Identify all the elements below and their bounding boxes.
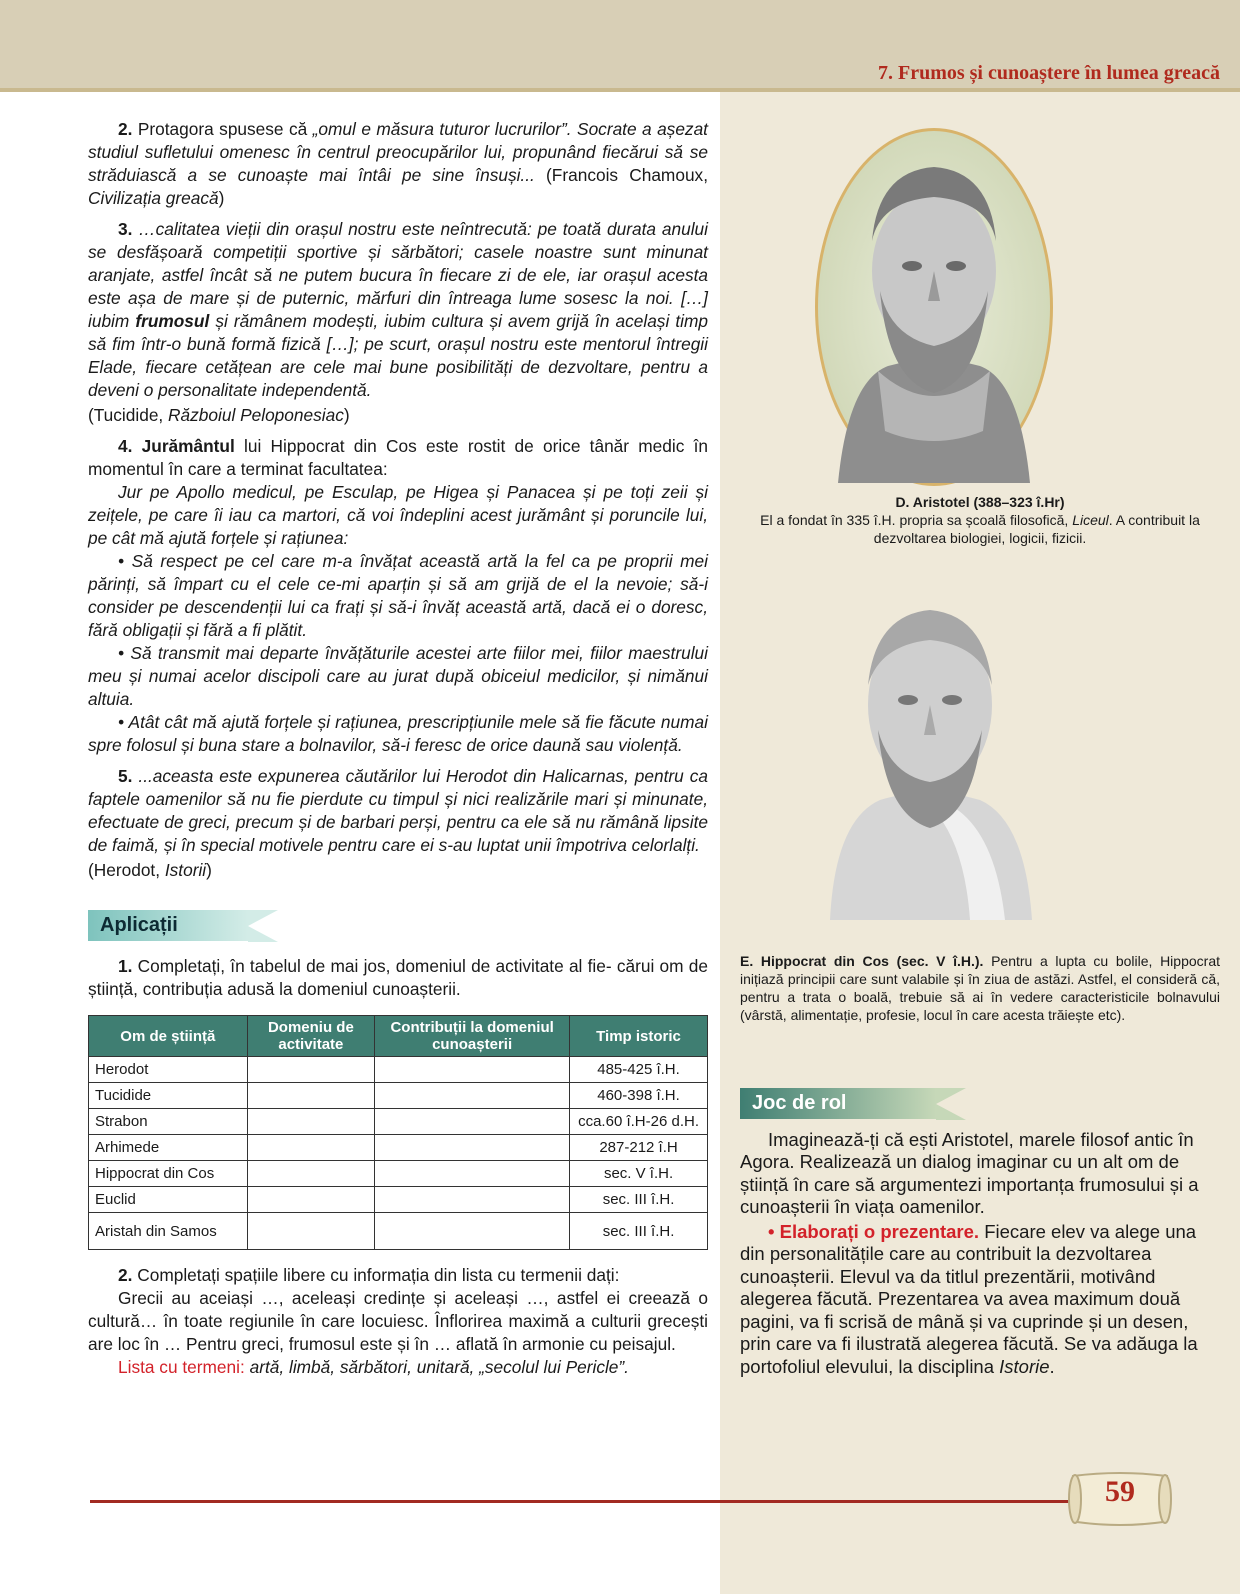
page-number: 59 <box>1105 1475 1135 1508</box>
role-play-text: Imaginează-ți că ești Aristotel, marele filosof antic în Agora. Realizează un dialog imaginar cu un alt om de știință în care să argumentezi importanța frumosului și a cunoașterii în viața oamenilor. <box>740 1128 1199 1217</box>
oath-bullet-2: • Să transmit mai departe învățăturile acestei arte fiilor mei, fiilor maestrului meu și numai acelor discipoli care au jurat după obiceiul medicilor, și nimănui altuia. <box>88 643 708 709</box>
source-2: 2. Protagora spusese că „omul e măsura tuturor lucrurilor”. Socrate a așezat studiul sufletului omenesc în centrul preocupărilor lui, propunând fiecărui să se străduiască a se cunoaște mai întâi pe sine însuși... (Francois Chamoux, Civilizația greacă) <box>88 119 708 208</box>
table-row: Herodot 485-425 î.H. <box>89 1057 708 1083</box>
role-play-section <box>740 1088 1220 1380</box>
table-row: Tucidide 460-398 î.H. <box>89 1083 708 1109</box>
col-header-time: Timp istoric <box>570 1016 708 1057</box>
col-header-contributions: Contribuții la domeniul cunoașterii <box>375 1016 570 1057</box>
footer-rule <box>90 1500 1070 1503</box>
scientists-table <box>88 1015 708 1250</box>
table-row: Hippocrat din Cos sec. V î.H. <box>89 1161 708 1187</box>
table-row: Strabon cca.60 î.H-26 d.H. <box>89 1109 708 1135</box>
aristotle-caption: D. Aristotel (388–323 î.Hr) El a fondat în 335 î.H. propria sa școală filosofică, Liceul. A contribuit la dezvoltarea biologiei, logicii, fizicii. <box>760 494 1200 546</box>
oath-bullet-1: • Să respect pe cel care m-a învățat această artă la fel ca pe proprii mei părinți, să împart cu el cele ce-mi aparțin și să am grijă de el la nevoie; să-i consider pe descendenții lui ca frați și să-i învăț această artă, dacă ei o doresc, fără obligații și fără a fi plătit. <box>88 551 708 640</box>
hippocrates-bust-image <box>820 590 1040 920</box>
terms-list: Lista cu termeni: artă, limbă, sărbători, unitară, „secolul lui Pericle”. <box>118 1357 629 1377</box>
aristotle-bust-image <box>818 131 1050 483</box>
role-play-label: Joc de rol <box>740 1088 936 1119</box>
applications-label: Aplicații <box>88 910 248 941</box>
question-2: 2. Completați spațiile libere cu informația din lista cu termenii dați: <box>118 1265 620 1285</box>
source-4-intro: 4. Jurământul lui Hippocrat din Cos este rostit de orice tânăr medic în momentul în care a terminat facultatea: <box>88 436 708 479</box>
chapter-title: 7. Frumos și cunoaștere în lumea greacă <box>877 62 1220 84</box>
source-3: 3. …calitatea vieții din orașul nostru este neîntrecută: pe toată durata anului se desfășoară competiții sportive și sărbători; casele noastre sunt minunat aranjate, astfel încât să ne putem bucura în fiecare zi de ele, iar orașul acesta este așa de mare și de puternic, mărfuri din întreaga lume sosesc la noi. […] iubim frumosul și rămânem modești, iubim cultura și avem grijă în același timp să fim într-o bună formă fizică […]; pe scurt, orașul nostru este mentorul întregii Elade, fiecare cetățean are cele mai bune posibilități de dezvoltare, pentru a deveni o personalitate independentă. <box>88 219 708 400</box>
presentation-task: • Elaborați o prezentare. Fiecare elev va alege una din personalitățile care au contribuit la dezvoltarea cunoașterii. Elevul va da titlul prezentării, motivând alegerea făcută. Prezentarea va avea maximum două pagini, va fi scrisă de mână și va cuprinde și un desen, prin care va fi ilustrată alegerea făcută. Se va adăuga la portofoliul elevului, la disciplina Istorie. <box>740 1220 1198 1377</box>
hippocrates-caption: E. Hippocrat din Cos (sec. V î.H.). Pentru a lupta cu bolile, Hippocrat inițiază principii care sunt valabile și în ziua de astăzi. Astfel, el consideră că, pentru a trata o boală, trebuie să ai în vedere caracteristicile bolnavului (vârstă, alimentație, profesie, locul în care acesta trăiește etc). <box>740 953 1220 1023</box>
question-2-body: Grecii au aceiași …, aceleași credințe și aceleași …, astfel ei creează o cultură… în toate regiunile în care locuiesc. Înflorirea maximă a culturii grecești are loc în … Pentru greci, frumosul este și în … aflată în armonie cu peisajul. <box>88 1288 708 1354</box>
source-3-citation: (Tucidide, Războiul Peloponesiac) <box>88 405 350 425</box>
source-5-citation: (Herodot, Istorii) <box>88 860 212 880</box>
table-row: Aristah din Samos sec. III î.H. <box>89 1213 708 1250</box>
oath-bullet-3: • Atât cât mă ajută forțele și rațiunea, prescripțiunile mele să fie făcute numai spre folosul și buna stare a bolnavilor, să-i feresc de orice daună sau violență. <box>88 712 708 755</box>
col-header-scientist: Om de știință <box>89 1016 248 1057</box>
col-header-domain: Domeniu de activitate <box>247 1016 375 1057</box>
question-1: 1. Completați, în tabelul de mai jos, domeniul de activitate al fie- cărui om de știință, contribuția adusă la domeniul cunoașterii. <box>88 956 708 999</box>
aristotle-portrait-frame <box>815 128 1053 486</box>
main-column <box>88 118 708 1379</box>
oath-text: Jur pe Apollo medicul, pe Esculap, pe Higea și Panacea și pe toți zeii și zeițele, pe care îi iau ca martori, că voi îndeplini acest jurământ și poruncile lui, pe cât mă ajută forțele și rațiunea: <box>88 482 708 548</box>
source-5: 5. ...aceasta este expunerea căutărilor lui Herodot din Halicarnas, pentru ca faptele oamenilor să nu fie pierdute cu timpul și nici realizările mari și minunate, efectuate de greci, precum și de barbari perși, pentru ca ele să nu rămână lipsite de faimă, și în special motivele pentru care ei s-au luptat unii împotriva celorlalți. <box>88 766 708 855</box>
table-row: Arhimede 287-212 î.H <box>89 1135 708 1161</box>
table-row: Euclid sec. III î.H. <box>89 1187 708 1213</box>
